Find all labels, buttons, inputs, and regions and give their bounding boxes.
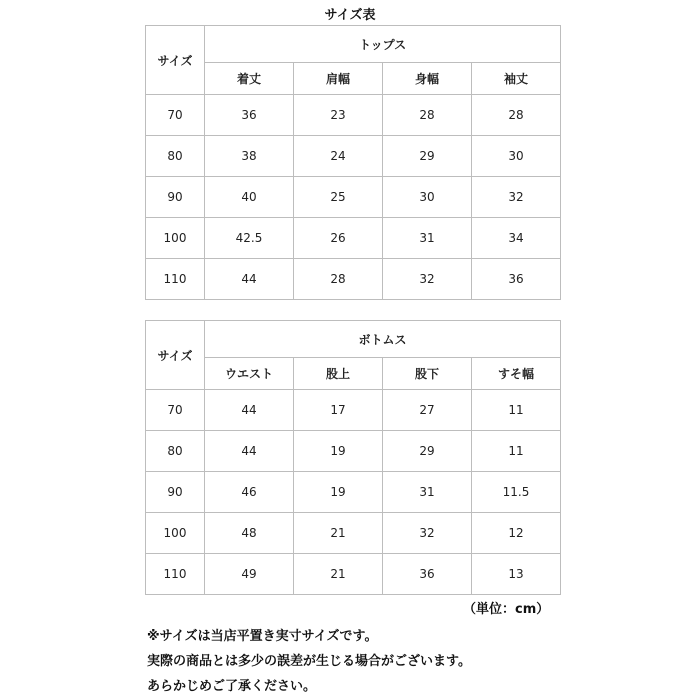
value-cell: 27 <box>383 390 472 431</box>
value-cell: 46 <box>205 472 294 513</box>
column-header: 肩幅 <box>294 63 383 95</box>
value-cell: 42.5 <box>205 218 294 259</box>
value-cell: 44 <box>205 390 294 431</box>
value-cell: 24 <box>294 136 383 177</box>
value-cell: 30 <box>472 136 561 177</box>
value-cell: 28 <box>472 95 561 136</box>
value-cell: 31 <box>383 218 472 259</box>
column-header: 身幅 <box>383 63 472 95</box>
size-cell: 80 <box>146 136 205 177</box>
value-cell: 11 <box>472 431 561 472</box>
value-cell: 19 <box>294 431 383 472</box>
table-row <box>146 177 561 218</box>
value-cell: 30 <box>383 177 472 218</box>
value-cell: 19 <box>294 472 383 513</box>
column-header: すそ幅 <box>472 358 561 390</box>
value-cell: 32 <box>383 259 472 300</box>
value-cell: 13 <box>472 554 561 595</box>
note-line: あらかじめご了承ください。 <box>147 679 317 694</box>
unit-note: （単位：cm） <box>463 602 550 617</box>
notes <box>147 624 471 699</box>
size-cell: 70 <box>146 95 205 136</box>
value-cell: 25 <box>294 177 383 218</box>
value-cell: 36 <box>472 259 561 300</box>
note-line: 実際の商品とは多少の誤差が生じる場合がございます。 <box>147 654 471 669</box>
value-cell: 40 <box>205 177 294 218</box>
value-cell: 11.5 <box>472 472 561 513</box>
column-header: 股下 <box>383 358 472 390</box>
value-cell: 17 <box>294 390 383 431</box>
page-title: サイズ表 <box>324 8 376 23</box>
note-line: ※サイズは当店平置き実寸サイズです。 <box>147 629 378 644</box>
size-cell: 100 <box>146 513 205 554</box>
value-cell: 21 <box>294 513 383 554</box>
table-row <box>146 472 561 513</box>
value-cell: 48 <box>205 513 294 554</box>
size-cell: 90 <box>146 177 205 218</box>
tops-group-header: トップス <box>205 26 561 63</box>
table-row <box>146 390 561 431</box>
table-row <box>146 554 561 595</box>
table-row <box>146 431 561 472</box>
value-cell: 31 <box>383 472 472 513</box>
table-row <box>146 95 561 136</box>
value-cell: 21 <box>294 554 383 595</box>
value-cell: 34 <box>472 218 561 259</box>
size-cell: 110 <box>146 554 205 595</box>
value-cell: 38 <box>205 136 294 177</box>
value-cell: 44 <box>205 259 294 300</box>
value-cell: 28 <box>294 259 383 300</box>
value-cell: 36 <box>383 554 472 595</box>
table-row <box>146 136 561 177</box>
column-header: 着丈 <box>205 63 294 95</box>
column-header: 袖丈 <box>472 63 561 95</box>
tops-size-table <box>145 25 561 300</box>
table-row <box>146 259 561 300</box>
size-cell: 70 <box>146 390 205 431</box>
size-cell: 80 <box>146 431 205 472</box>
value-cell: 32 <box>472 177 561 218</box>
column-header: 股上 <box>294 358 383 390</box>
value-cell: 36 <box>205 95 294 136</box>
table-row <box>146 218 561 259</box>
bottoms-size-table <box>145 320 561 595</box>
column-header: ウエスト <box>205 358 294 390</box>
size-cell: 110 <box>146 259 205 300</box>
value-cell: 26 <box>294 218 383 259</box>
value-cell: 12 <box>472 513 561 554</box>
value-cell: 29 <box>383 136 472 177</box>
size-cell: 100 <box>146 218 205 259</box>
value-cell: 29 <box>383 431 472 472</box>
size-header: サイズ <box>146 321 205 390</box>
size-cell: 90 <box>146 472 205 513</box>
value-cell: 11 <box>472 390 561 431</box>
table-row <box>146 513 561 554</box>
value-cell: 23 <box>294 95 383 136</box>
value-cell: 49 <box>205 554 294 595</box>
value-cell: 44 <box>205 431 294 472</box>
value-cell: 32 <box>383 513 472 554</box>
size-header: サイズ <box>146 26 205 95</box>
value-cell: 28 <box>383 95 472 136</box>
bottoms-group-header: ボトムス <box>205 321 561 358</box>
